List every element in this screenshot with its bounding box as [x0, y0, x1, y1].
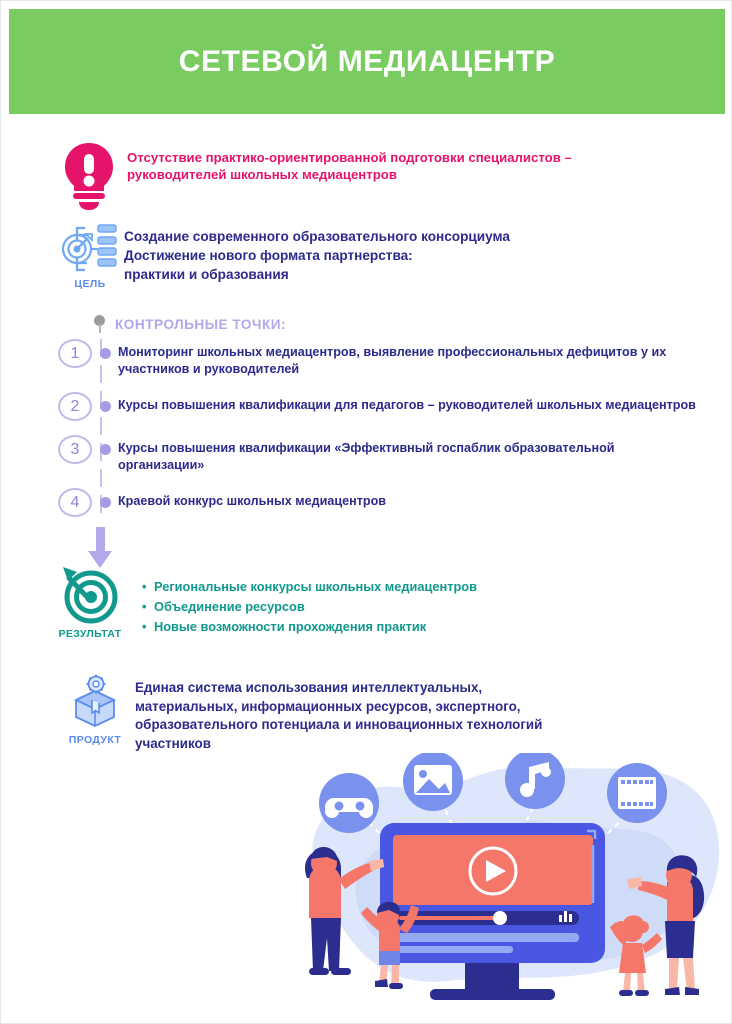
lightbulb-exclamation-icon	[61, 141, 117, 211]
checkpoint-3-line-1: Курсы повышения квалификации «Эффективный госпаблик образовательной	[118, 441, 615, 455]
product-line-3: образовательного потенциала и инновационных технологий	[135, 717, 543, 732]
checkpoint-item-3	[56, 435, 721, 474]
checkpoint-text	[118, 488, 386, 510]
checkpoint-number: 4	[58, 488, 92, 517]
result-caption: РЕЗУЛЬТАТ	[58, 628, 122, 640]
checkpoint-2-line-2: медиацентров	[605, 398, 696, 412]
box-gear-icon	[66, 673, 124, 731]
result-bullet: • Объединение ресурсов	[142, 597, 477, 617]
product-caption: ПРОДУКТ	[68, 734, 122, 746]
checkpoint-number: 3	[58, 435, 92, 464]
header-banner	[9, 9, 725, 114]
checkpoints-list	[56, 339, 721, 517]
checkpoints-section	[56, 313, 721, 573]
film-strip-icon	[607, 763, 667, 823]
checkpoint-4-line-1: Краевой конкурс школьных медиацентров	[118, 494, 386, 508]
checkpoint-1-line-2: дефицитов у их участников и руководителей	[118, 345, 667, 376]
goal-line-2: Достижение нового формата партнерства:	[124, 248, 413, 263]
goal-text	[124, 223, 510, 290]
checkpoint-text	[118, 392, 696, 414]
checkpoint-3-line-2: организации»	[118, 458, 205, 472]
image-icon	[403, 753, 463, 811]
problem-line-2: руководителей школьных медиацентров	[127, 166, 397, 182]
product-line-4: участников	[135, 735, 211, 751]
checkpoint-dot-icon	[92, 339, 118, 359]
checkpoint-1-line-1: Мониторинг школьных медиацентров, выявление профессиональных	[118, 345, 564, 359]
product-line-1: Единая система использования интеллектуальных,	[135, 680, 483, 695]
product-icon-column	[61, 673, 129, 753]
result-section	[56, 563, 716, 640]
checkpoint-number: 1	[58, 339, 92, 368]
family-watching-media-illustration	[287, 753, 732, 1024]
problem-section	[61, 141, 721, 211]
goal-caption: ЦЕЛЬ	[74, 278, 106, 290]
checkpoint-text	[118, 435, 703, 474]
problem-line-1: Отсутствие практико-ориентированной подготовки специалистов –	[127, 150, 572, 165]
result-bullet-list	[142, 563, 477, 640]
checkpoint-item-4	[56, 488, 721, 517]
checkpoint-item-1	[56, 339, 721, 378]
checkpoint-dot-icon	[92, 488, 118, 508]
problem-text	[127, 141, 572, 211]
checkpoints-heading-row	[56, 313, 721, 335]
gamepad-icon	[319, 773, 379, 833]
checkpoint-2-line-1: Курсы повышения квалификации для педагогов – руководителей школьных	[118, 398, 602, 412]
target-arrow-icon	[59, 563, 121, 625]
goal-line-3: практики и образования	[124, 267, 289, 282]
product-text	[135, 673, 542, 753]
checkpoint-number: 2	[58, 392, 92, 421]
checkpoint-dot-icon	[92, 435, 118, 455]
result-bullet: • Новые возможности прохождения практик	[142, 617, 477, 637]
result-icon-column	[56, 563, 124, 640]
checkpoint-text	[118, 339, 703, 378]
page-title: СЕТЕВОЙ МЕДИАЦЕНТР	[178, 44, 556, 78]
product-section	[61, 673, 721, 753]
product-line-2: материальных, информационных ресурсов, экспертного,	[135, 698, 521, 714]
checkpoint-item-2	[56, 392, 721, 421]
result-bullet: • Региональные конкурсы школьных медиацентров	[142, 577, 477, 597]
checkpoints-heading: КОНТРОЛЬНЫЕ ТОЧКИ:	[115, 316, 287, 332]
pin-icon	[94, 315, 106, 333]
goal-line-1: Создание современного образовательного консорциума	[124, 229, 510, 244]
goal-icon-column	[56, 223, 124, 290]
checkpoint-dot-icon	[92, 392, 118, 412]
target-flowchart-icon	[60, 223, 120, 275]
goal-section	[56, 223, 716, 290]
